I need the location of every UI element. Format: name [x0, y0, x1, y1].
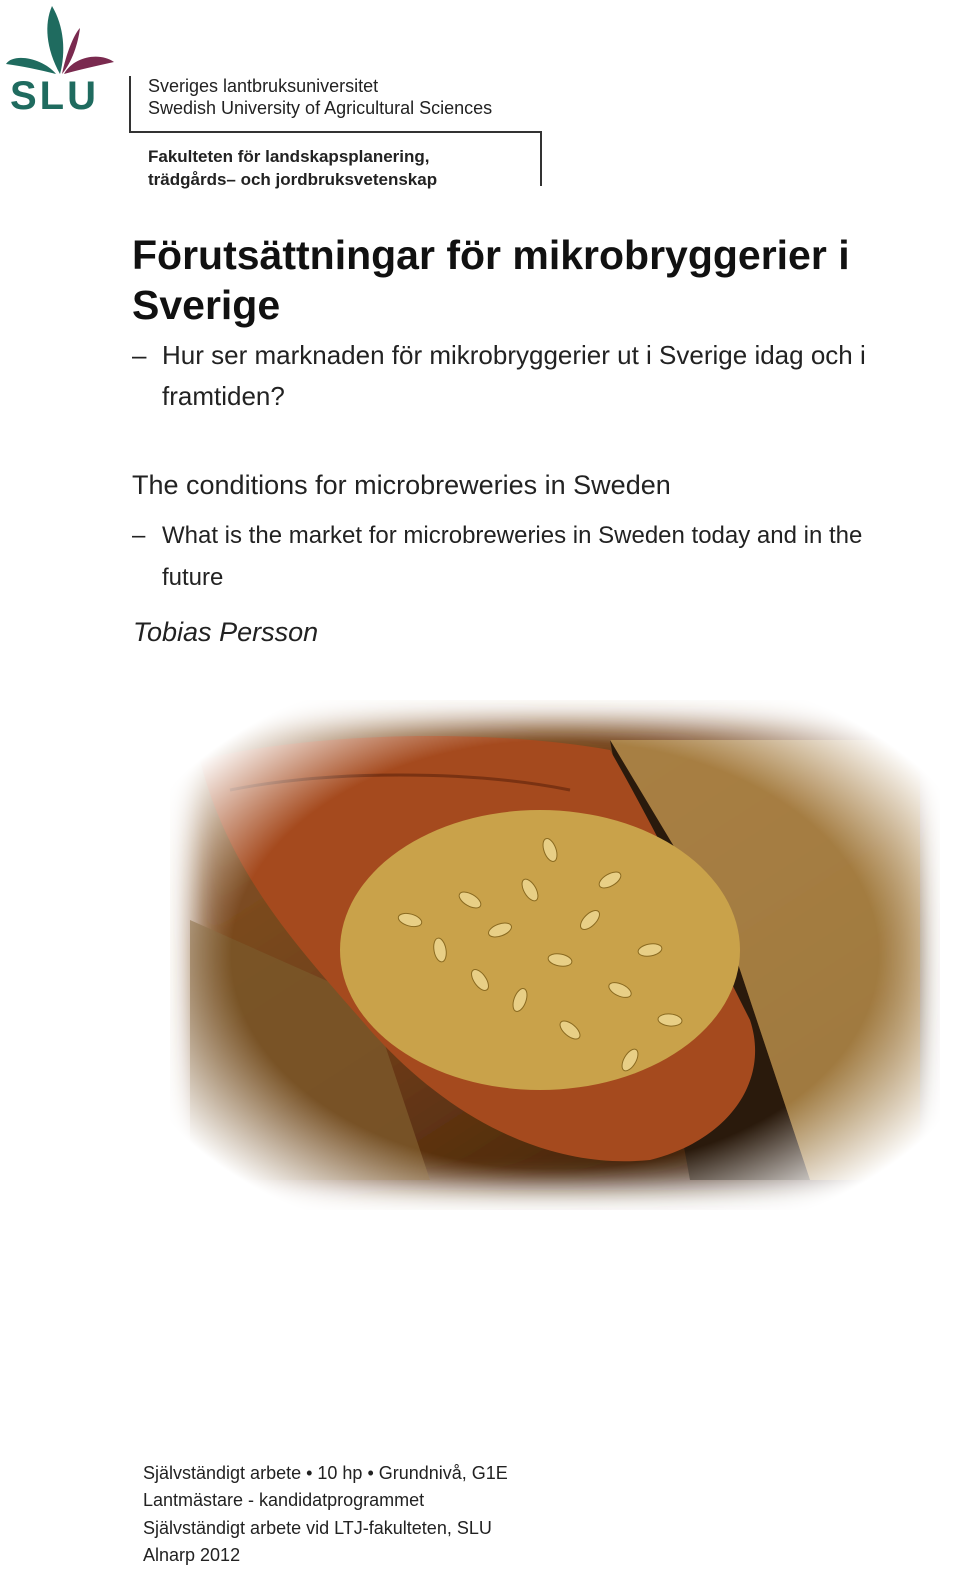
dash-marker: –	[132, 522, 146, 549]
footer-line-credits: Självständigt arbete • 10 hp • Grundnivå, G1E	[143, 1463, 508, 1483]
leaf-logo-icon	[4, 4, 116, 84]
divider-vertical-right	[540, 131, 542, 186]
barley-photo-illustration	[170, 700, 940, 1210]
university-name-en: Swedish University of Agricultural Sciences	[148, 98, 493, 118]
university-name-sv: Sveriges lantbruksuniversitet	[148, 76, 379, 96]
thesis-title-sv: Förutsättningar för mikrobryggerier i Sverige	[132, 232, 850, 328]
logo-wordmark: SLU	[10, 74, 99, 118]
divider-horizontal	[129, 131, 542, 133]
thesis-subtitle-sv: Hur ser marknaden för mikrobryggerier ut i Sverige idag och i framtiden?	[162, 340, 866, 411]
footer-line-place-year: Alnarp 2012	[143, 1545, 241, 1565]
thesis-subtitle-en: What is the market for microbreweries in Sweden today and in the future	[162, 522, 863, 591]
thesis-title-en: The conditions for microbreweries in Sweden	[132, 470, 671, 500]
footer-line-programme: Lantmästare - kandidatprogrammet	[143, 1490, 425, 1510]
cover-photo-barley-hand	[170, 700, 940, 1210]
faculty-name-line2: trädgårds– och jordbruksvetenskap	[148, 170, 438, 189]
footer-line-faculty: Självständigt arbete vid LTJ-fakulteten, SLU	[143, 1518, 492, 1538]
author-name: Tobias Persson	[133, 617, 319, 647]
divider-vertical	[129, 76, 131, 131]
dash-marker: –	[132, 340, 147, 370]
faculty-name-line1: Fakulteten för landskapsplanering,	[148, 147, 430, 166]
